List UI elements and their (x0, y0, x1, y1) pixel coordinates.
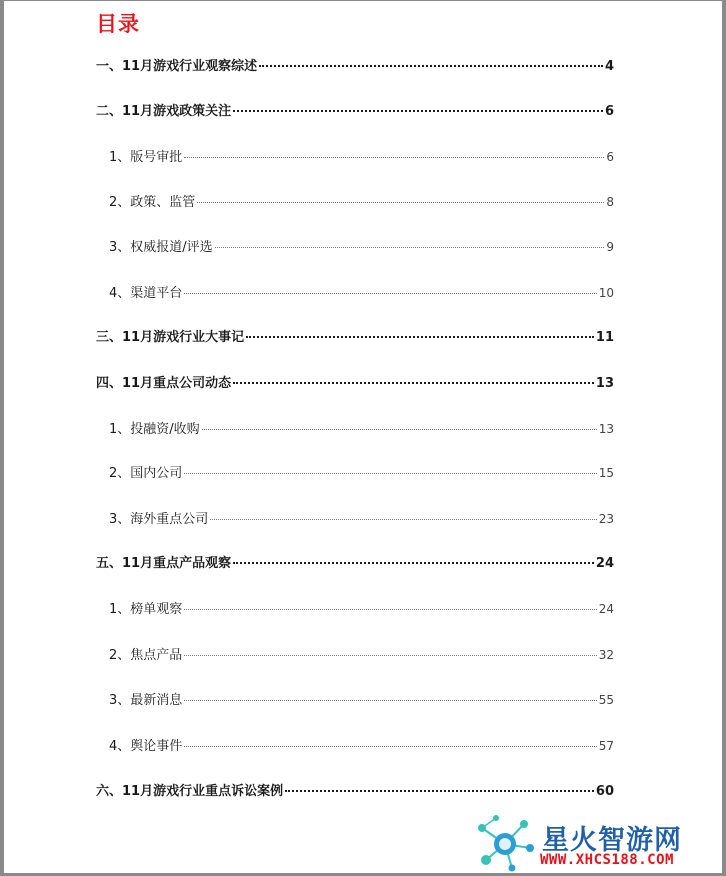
toc-entry[interactable] (96, 326, 614, 345)
toc-entry-label: 3、最新消息 (109, 693, 183, 708)
toc-dot-leader (184, 157, 604, 158)
toc-entry-page: 13 (595, 376, 614, 391)
toc-entry[interactable] (109, 418, 614, 437)
toc-entry-page: 11 (595, 330, 614, 345)
toc-entry[interactable] (96, 100, 614, 119)
toc-entry[interactable] (109, 282, 614, 301)
toc-entry-page: 10 (598, 286, 614, 300)
toc-dot-leader (233, 110, 603, 112)
toc-entry-page: 23 (598, 512, 614, 526)
toc-entry[interactable] (109, 735, 614, 754)
network-molecule-icon (472, 814, 538, 872)
toc-entry[interactable] (109, 462, 614, 481)
toc-entry-label: 二、11月游戏政策关注 (96, 104, 232, 119)
toc-entry-label: 1、榜单观察 (109, 602, 183, 617)
toc-entry-page: 6 (604, 104, 614, 119)
toc-dot-leader (184, 609, 596, 610)
toc-entry[interactable] (109, 644, 614, 663)
toc-entry-page: 8 (606, 195, 614, 209)
toc-entry[interactable] (96, 372, 614, 391)
toc-entry-page: 13 (598, 422, 614, 436)
toc-entry[interactable] (96, 55, 614, 74)
toc-entry[interactable] (109, 689, 614, 708)
toc-dot-leader (184, 293, 596, 294)
toc-entry-label: 1、投融资/收购 (109, 422, 200, 437)
toc-dot-leader (184, 700, 596, 701)
toc-entry-label: 三、11月游戏行业大事记 (96, 330, 245, 345)
toc-entry-label: 3、海外重点公司 (109, 512, 209, 527)
toc-dot-leader (197, 202, 604, 203)
toc-entry[interactable] (109, 146, 614, 165)
toc-dot-leader (259, 65, 603, 67)
toc-entry-page: 55 (598, 693, 614, 707)
toc-entry-page: 15 (598, 466, 614, 480)
toc-dot-leader (285, 790, 594, 792)
toc-dot-leader (246, 336, 594, 338)
toc-entry-label: 4、渠道平台 (109, 286, 183, 301)
watermark-site-url: WWW.XHCS188.COM (540, 852, 674, 868)
toc-entry-page: 9 (606, 240, 614, 254)
toc-title: 目录 (96, 12, 140, 36)
toc-dot-leader (184, 746, 596, 747)
toc-entry-page: 24 (598, 602, 614, 616)
toc-entry-label: 五、11月重点产品观察 (96, 556, 232, 571)
site-watermark (472, 814, 722, 872)
toc-entry-label: 1、版号审批 (109, 150, 183, 165)
toc-dot-leader (233, 382, 594, 384)
toc-entry-page: 60 (595, 784, 614, 799)
toc-entry-label: 2、国内公司 (109, 466, 183, 481)
toc-dot-leader (215, 247, 605, 248)
toc-entry-label: 3、权威报道/评选 (109, 240, 213, 255)
toc-entry-page: 32 (598, 648, 614, 662)
toc-dot-leader (233, 562, 594, 564)
toc-dot-leader (184, 655, 596, 656)
toc-dot-leader (202, 429, 597, 430)
toc-entry-page: 24 (595, 556, 614, 571)
toc-entry-label: 2、焦点产品 (109, 648, 183, 663)
toc-entry[interactable] (109, 236, 614, 255)
toc-entry[interactable] (96, 780, 614, 799)
watermark-site-name: 星火智游网 (542, 825, 682, 856)
toc-entry[interactable] (109, 598, 614, 617)
toc-entry-label: 一、11月游戏行业观察综述 (96, 59, 258, 74)
toc-entry-page: 4 (604, 59, 614, 74)
toc-entry-label: 四、11月重点公司动态 (96, 376, 232, 391)
toc-entry[interactable] (109, 191, 614, 210)
toc-entry-page: 57 (598, 739, 614, 753)
toc-dot-leader (184, 473, 596, 474)
toc-entry[interactable] (109, 508, 614, 527)
toc-entry-page: 6 (606, 150, 614, 164)
toc-entry-label: 2、政策、监管 (109, 195, 196, 210)
toc-entry[interactable] (96, 552, 614, 571)
toc-entry-label: 4、舆论事件 (109, 739, 183, 754)
toc-entry-label: 六、11月游戏行业重点诉讼案例 (96, 784, 284, 799)
toc-dot-leader (210, 519, 596, 520)
